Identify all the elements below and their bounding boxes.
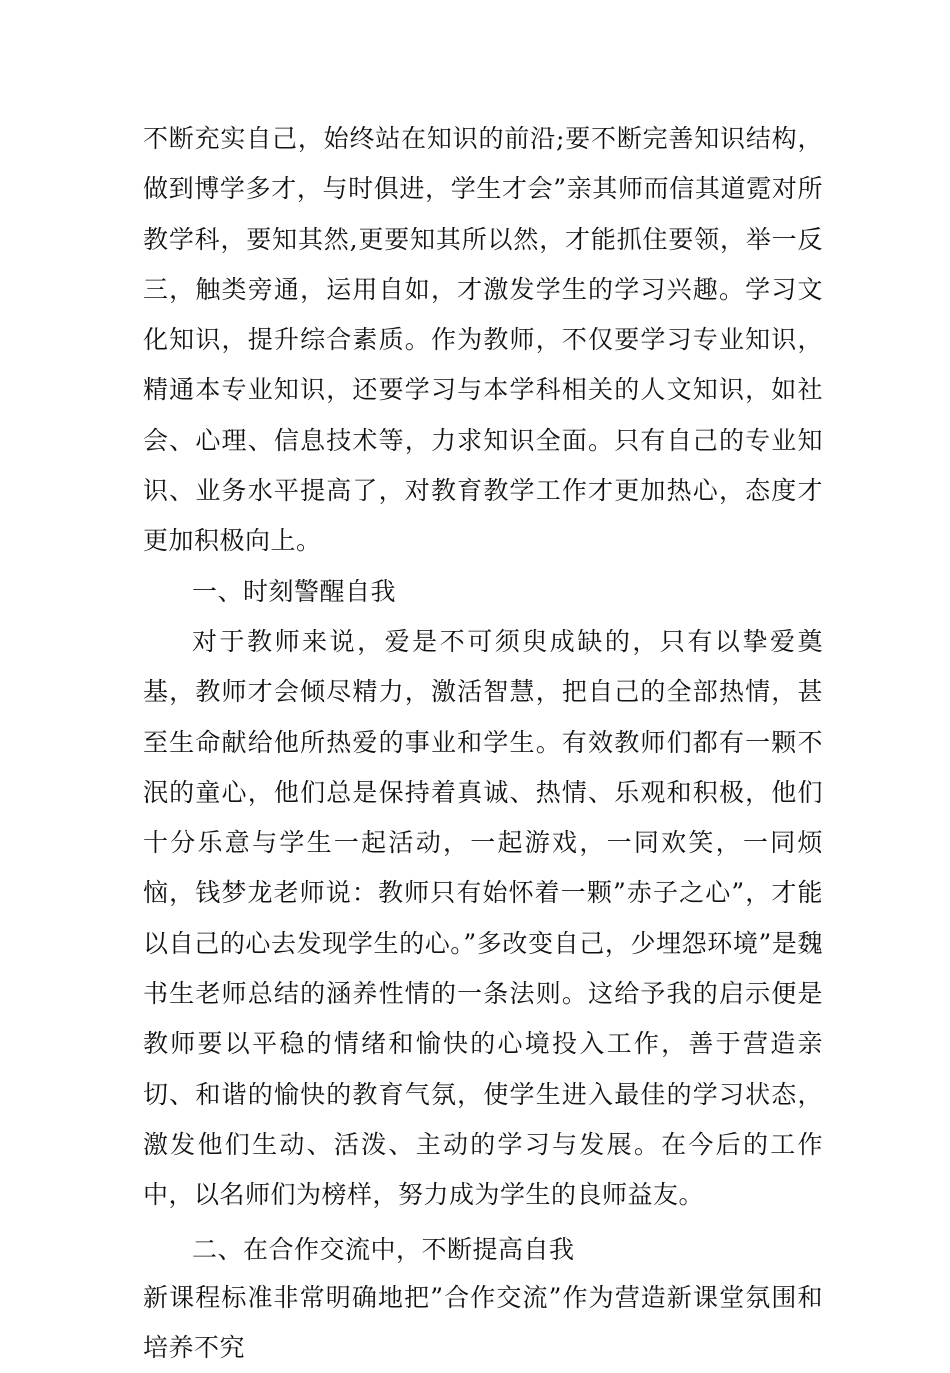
document-body: [143, 114, 823, 1373]
paragraph-love-of-teaching: 对于教师来说，爱是不可须臾成缺的，只有以挚爱奠基，教师才会倾尽精力，激活智慧，把自己的全部热情，甚至生命献给他所热爱的事业和学生。有效教师们都有一颗不泯的童心，他们总是保持着真诚、热情、乐观和积极，他们十分乐意与学生一起活动，一起游戏，一同欢笑，一同烦恼，钱梦龙老师说：教师只有始怀着一颗”赤子之心”，才能以自己的心去发现学生的心。”多改变自己，少埋怨环境”是魏书生老师总结的涵养性情的一条法则。这给予我的启示便是教师要以平稳的情绪和愉快的心境投入工作，善于营造亲切、和谐的愉快的教育气氛，使学生进入最佳的学习状态，激发他们生动、活泼、主动的学习与发展。在今后的工作中，以名师们为榜样，努力成为学生的良师益友。: [143, 626, 823, 1210]
paragraph-knowledge: 不断充实自己，始终站在知识的前沿;要不断完善知识结构，做到博学多才，与时俱进，学生才会”亲其师而信其道霓对所教学科，要知其然,更要知其所以然，才能抓住要领，举一反三，触类旁通，运用自如，才激发学生的学习兴趣。学习文化知识，提升综合素质。作为教师，不仅要学习专业知识，精通本专业知识，还要学习与本学科相关的人文知识，如社会、心理、信息技术等，力求知识全面。只有自己的专业知识、业务水平提高了，对教育教学工作才更加热心，态度才更加积极向上。: [143, 124, 823, 556]
section-heading-1: 一、时刻警醒自我: [192, 576, 397, 606]
section-heading-2: 二、在合作交流中，不断提高自我: [192, 1234, 575, 1264]
paragraph-cooperation: 新课程标准非常明确地把”合作交流”作为营造新课堂氛围和培养不究: [143, 1282, 823, 1363]
